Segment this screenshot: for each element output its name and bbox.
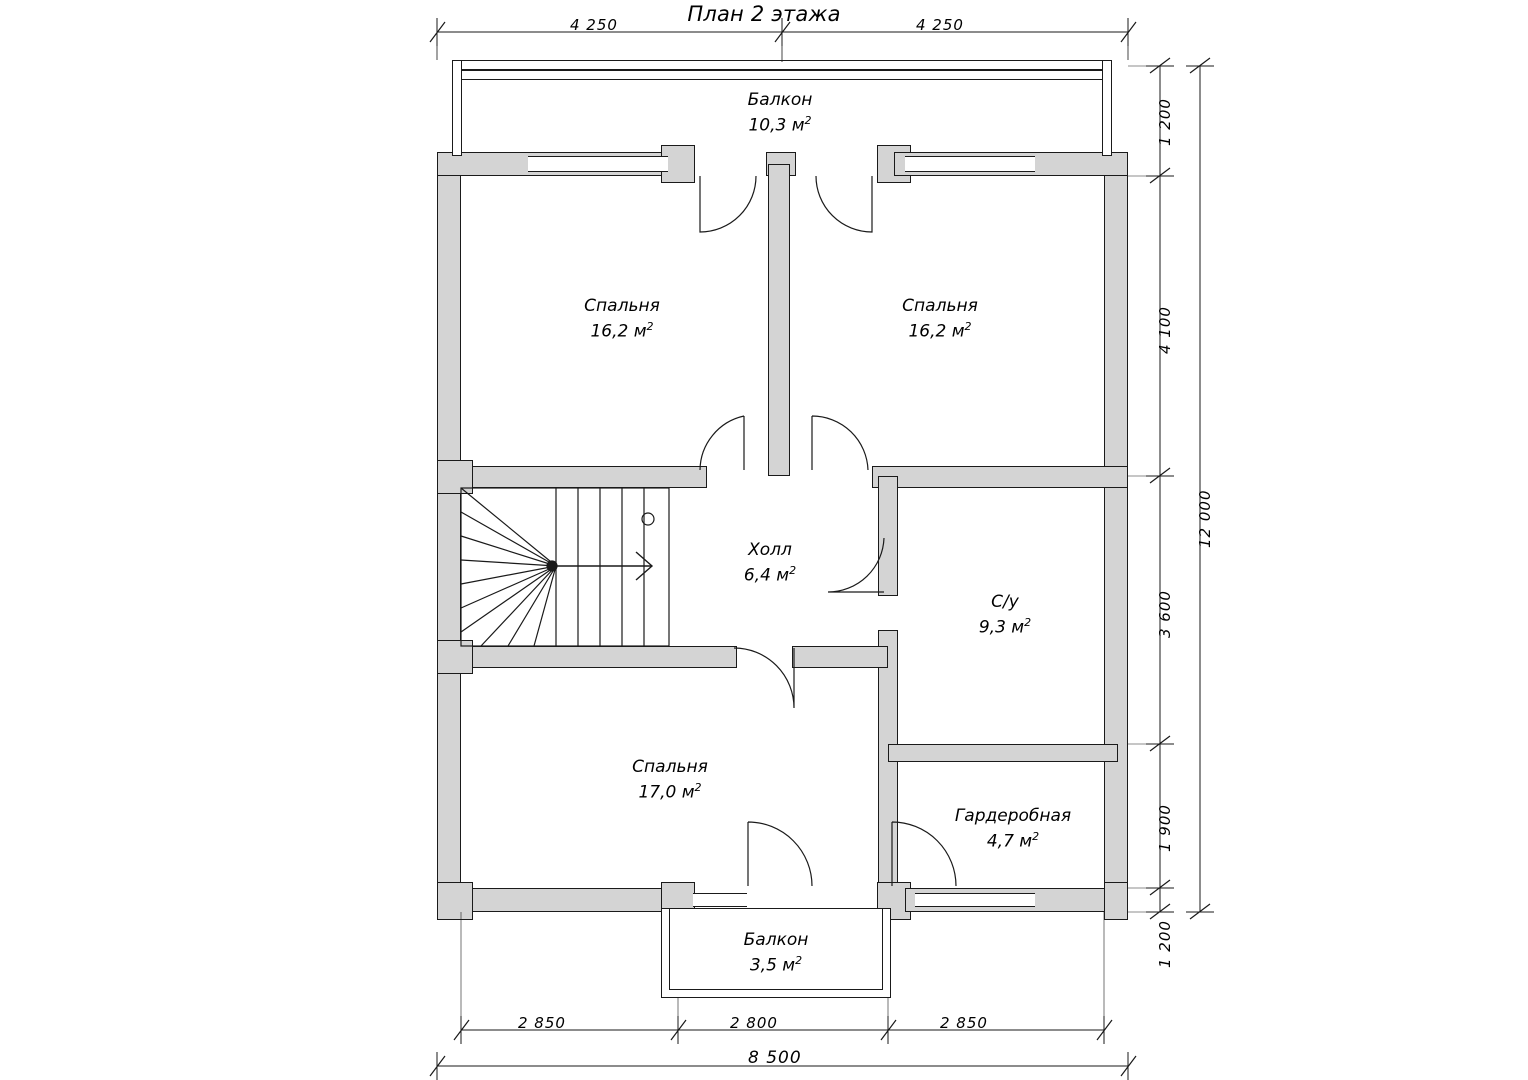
room-area: 16,2 $м^2$ xyxy=(908,319,972,342)
dimension-right-4: 1 900 xyxy=(1156,804,1174,852)
room-area: 17,0 $м^2$ xyxy=(638,780,702,803)
room-name: С/у xyxy=(991,592,1019,612)
wall-partition-mid-right xyxy=(872,466,1128,488)
wall-partition-mid-left xyxy=(437,466,707,488)
balcony-north-side-right xyxy=(1102,60,1112,156)
dimension-right-5: 1 200 xyxy=(1156,920,1174,968)
dimension-bottom-total: 8 500 xyxy=(748,1048,802,1068)
window-bottom-left xyxy=(693,893,747,907)
room-area: 3,5 $м^2$ xyxy=(749,953,803,976)
wall-exterior-left xyxy=(437,152,461,912)
wall-segment-hall-lower xyxy=(792,646,888,668)
wall-exterior-right xyxy=(1104,152,1128,912)
window-top-right xyxy=(905,156,1035,172)
balcony-north-railing-inner xyxy=(452,70,1112,80)
dimension-top-1: 4 250 xyxy=(570,16,618,34)
room-name: Спальня xyxy=(632,757,708,777)
dimension-bottom-3: 2 850 xyxy=(940,1014,988,1032)
wall-partition-bedrooms xyxy=(768,164,790,476)
room-area: 6,4 $м^2$ xyxy=(743,563,797,586)
dimension-bottom-2: 2 800 xyxy=(730,1014,778,1032)
dimension-top-2: 4 250 xyxy=(916,16,964,34)
dimension-right-3: 3 600 xyxy=(1156,590,1174,638)
room-label-balcony-south xyxy=(696,928,856,978)
balcony-north-side-left xyxy=(452,60,462,156)
room-area: 4,7 $м^2$ xyxy=(986,829,1040,852)
wall-partition-wardrobe xyxy=(888,744,1118,762)
window-top-left xyxy=(528,156,668,172)
room-label-bathroom xyxy=(925,590,1085,640)
dimension-right-total: 12 000 xyxy=(1196,489,1214,548)
wall-post-lower-left xyxy=(437,640,473,674)
wall-post-bottom-right xyxy=(1104,882,1128,920)
dimension-right-1: 1 200 xyxy=(1156,98,1174,146)
room-label-wardrobe xyxy=(918,804,1108,854)
wall-partition-hall-bath xyxy=(878,476,898,596)
window-bottom-right xyxy=(915,893,1035,907)
room-name: Балкон xyxy=(743,930,809,950)
room-name: Спальня xyxy=(584,296,660,316)
room-label-bedroom-nw xyxy=(542,294,702,344)
room-area: 16,2 $м^2$ xyxy=(590,319,654,342)
wall-post-bottom-left xyxy=(437,882,473,920)
wall-partition-bath-lower xyxy=(878,630,898,912)
wall-exterior-bottom-left xyxy=(437,888,685,912)
wall-post-mid-left xyxy=(437,460,473,494)
room-label-bedroom-ne xyxy=(860,294,1020,344)
room-label-bedroom-south xyxy=(590,755,750,805)
room-name: Спальня xyxy=(902,296,978,316)
room-label-balcony-north xyxy=(700,88,860,138)
dimension-bottom-1: 2 850 xyxy=(518,1014,566,1032)
dimension-right-2: 4 100 xyxy=(1156,306,1174,354)
balcony-north-railing-outer xyxy=(452,60,1112,70)
room-label-hall xyxy=(690,538,850,588)
room-area: 9,3 $м^2$ xyxy=(978,615,1032,638)
room-name: Гардеробная xyxy=(954,806,1072,826)
room-name: Холл xyxy=(748,540,792,560)
room-area: 10,3 $м^2$ xyxy=(748,113,812,136)
page-title: План 2 этажа xyxy=(687,2,841,26)
wall-partition-lower xyxy=(437,646,737,668)
room-name: Балкон xyxy=(747,90,813,110)
